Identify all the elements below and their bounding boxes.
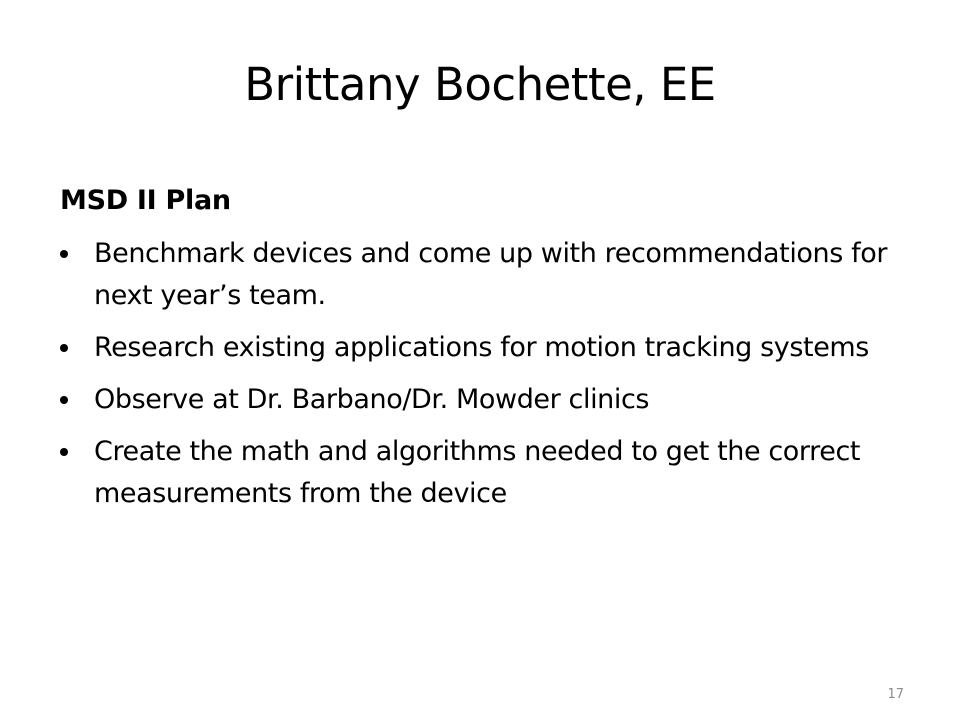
bullet-text: Benchmark devices and come up with recommendations for next year’s team. — [94, 238, 888, 311]
bullet-icon — [60, 396, 68, 404]
slide-content — [60, 177, 900, 525]
bullet-item — [60, 431, 900, 515]
bullet-text: Research existing applications for motion tracking systems — [94, 332, 869, 363]
bullet-icon — [60, 344, 68, 352]
bullet-list — [60, 233, 900, 515]
section-heading: MSD II Plan — [60, 185, 231, 216]
slide-title: Brittany Bochette, EE — [244, 58, 716, 111]
bullet-item — [60, 379, 900, 421]
bullet-text: Create the math and algorithms needed to get the correct measurements from the device — [94, 436, 861, 509]
bullet-item — [60, 233, 900, 317]
bullet-icon — [60, 250, 68, 258]
slide-number: 17 — [887, 687, 904, 702]
bullet-item — [60, 327, 900, 369]
bullet-text: Observe at Dr. Barbano/Dr. Mowder clinics — [94, 384, 650, 415]
bullet-icon — [60, 448, 68, 456]
